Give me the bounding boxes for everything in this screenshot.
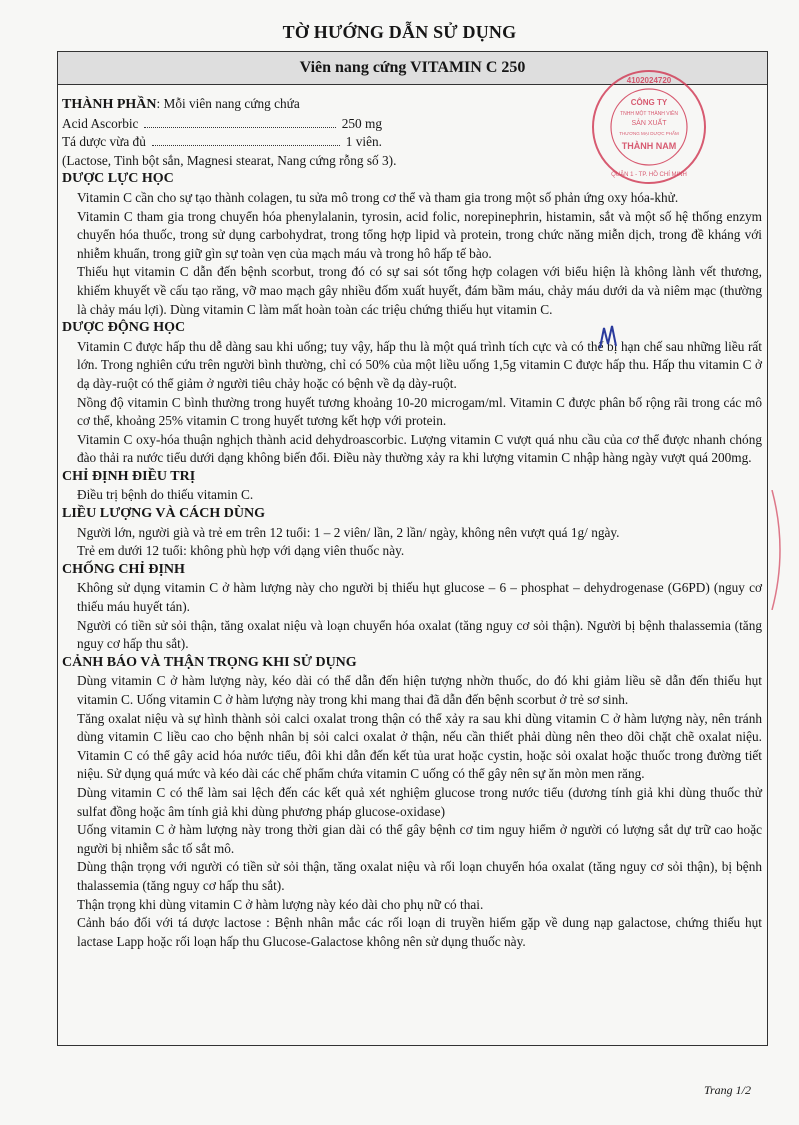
handwritten-mark — [596, 322, 620, 352]
section-paragraph: Uống vitamin C ở hàm lượng này trong thời gian dài có thể gây bệnh cơ tim nguy hiểm ở người có lượng sắt dự trữ cao hoặc người bị nhiễm sắc tố sắt mô. — [77, 822, 762, 856]
ingredient-amount: 1 viên. — [345, 134, 382, 150]
section-heading: CHỐNG CHỈ ĐỊNH — [62, 561, 185, 577]
section-heading: DƯỢC LỰC HỌC — [62, 171, 174, 187]
stamp-line: TNHH MỘT THÀNH VIÊN — [620, 111, 678, 117]
section-heading: CHỈ ĐỊNH ĐIỀU TRỊ — [62, 468, 196, 484]
composition-heading: THÀNH PHẦN — [62, 97, 157, 112]
company-stamp — [590, 68, 708, 186]
section-paragraph: Tăng oxalat niệu và sự hình thành sỏi calci oxalat trong thận có thể xảy ra sau khi dùng vitamin C ở hàm lượng này, nên tránh dùng vitamin C liều cao cho bệnh nhân bị sỏi calci oxalat ở thận, nếu cần thiết phải dùng nên theo dõi chặt chẽ oxalat niệu. Vitamin C có thể gây acid hóa nước tiểu, đôi khi dẫn đến kết tủa urat hoặc cystin, hoặc sỏi oxalat hoặc thuốc trong đường tiết niệu. Sử dụng quá mức và kéo dài các chế phẩm chứa vitamin C uống có thể gây nên sự ăn mòn men răng. — [77, 710, 762, 782]
ingredient-row — [62, 115, 382, 134]
stamp-number: 4102024720 — [626, 76, 672, 85]
section-heading: CẢNH BÁO VÀ THẬN TRỌNG KHI SỬ DỤNG — [62, 654, 357, 670]
ingredient-name: Tá dược vừa đủ — [62, 134, 146, 150]
document-body — [62, 95, 762, 951]
section-heading: DƯỢC ĐỘNG HỌC — [62, 320, 186, 336]
section-paragraph: Nồng độ vitamin C bình thường trong huyết tương khoảng 10-20 microgam/ml. Vitamin C được phân bố rộng rãi trong các mô cơ thể, khoảng 25% vitamin C trong huyết tương kết hợp với protein. — [77, 394, 762, 429]
section-paragraph: Trẻ em dưới 12 tuổi: không phù hợp với dạng viên thuốc này. — [77, 543, 405, 559]
ingredient-amount: 250 mg — [341, 115, 382, 131]
page-number: Trang 1/2 — [703, 1083, 751, 1097]
stamp-line: THƯƠNG MẠI DƯỢC PHẨM — [619, 131, 679, 136]
stamp-line: CÔNG TY — [630, 98, 668, 107]
composition-intro: : Mỗi viên nang cứng chứa — [156, 96, 300, 111]
ingredient-name: Acid Ascorbic — [62, 115, 139, 131]
margin-stamp-fragment — [770, 490, 790, 610]
section-paragraph: Điều trị bệnh do thiếu vitamin C. — [77, 487, 254, 503]
section-paragraph: Vitamin C cần cho sự tạo thành colagen, tu sửa mô trong cơ thể và tham gia trong một số phản ứng oxy hóa-khử. — [77, 189, 679, 205]
stamp-line: THÀNH NAM — [621, 141, 677, 151]
stamp-line: SẢN XUẤT — [631, 120, 667, 127]
section-paragraph: Dùng vitamin C ở hàm lượng này, kéo dài có thể dẫn đến hiện tượng nhờn thuốc, do đó khi giảm liều sẽ dẫn đến thiếu hụt vitamin C. Uống vitamin C ở hàm lượng này trong khi mang thai đã dẫn đến bệnh scorbut ở trẻ sơ sinh. — [77, 673, 762, 707]
product-name: Viên nang cứng VITAMIN C 250 — [57, 51, 768, 85]
section-paragraph: Thận trọng khi dùng vitamin C ở hàm lượng này kéo dài cho phụ nữ có thai. — [77, 896, 484, 912]
section-paragraph: Vitamin C tham gia trong chuyển hóa phenylalanin, tyrosin, acid folic, norepinephrin, histamin, sắt và một số hệ thống enzym chuyển hóa thuốc, trong sử dụng carbohydrat, trong tổng hợp lipid và protein, trong chức năng miễn dịch, trong đề kháng với nhiễm khuẩn, trong giữ gìn sự toàn vẹn của mạch máu và trong hô hấp tế bào. — [77, 208, 762, 261]
section-paragraph: Vitamin C oxy-hóa thuận nghịch thành acid dehydroascorbic. Lượng vitamin C vượt quá nhu cầu của cơ thể được nhanh chóng đào thải ra nước tiểu dưới dạng không biến đổi. Điều này thường xảy ra khi lượng vitamin C nhập hàng ngày vượt quá 200mg. — [77, 431, 762, 466]
section-heading: LIỀU LƯỢNG VÀ CÁCH DÙNG — [62, 506, 266, 522]
ingredient-row — [62, 133, 382, 152]
section-paragraph: Dùng vitamin C có thể làm sai lệch đến các kết quả xét nghiệm glucose trong nước tiểu (dương tính giả khi dùng thuốc thử sulfat đồng hoặc âm tính giả khi dùng phương pháp glucose-oxidase) — [77, 784, 762, 819]
section-paragraph: Người lớn, người già và trẻ em trên 12 tuổi: 1 – 2 viên/ lần, 2 lần/ ngày, không nên vượt quá 1g/ ngày. — [77, 524, 620, 540]
section-paragraph: Người có tiền sử sỏi thận, tăng oxalat niệu và loạn chuyển hóa oxalat (tăng nguy cơ sỏi thận). Người bị bệnh thalassemia (tăng nguy cơ hấp thu sắt). — [77, 617, 762, 652]
excipients-note: (Lactose, Tinh bột sắn, Magnesi stearat, Nang cứng rỗng số 3). — [62, 152, 397, 168]
section-paragraph: Không sử dụng vitamin C ở hàm lượng này cho người bị thiếu hụt glucose – 6 – phosphat – dehydrogenase (G6PD) (nguy cơ thiếu máu huyết tán). — [77, 580, 762, 615]
leader-dots — [152, 134, 340, 146]
leader-dots — [144, 116, 335, 128]
document-title: TỜ HƯỚNG DẪN SỬ DỤNG — [282, 22, 517, 42]
section-paragraph: Dùng thận trọng với người có tiền sử sỏi thận, tăng oxalat niệu và rối loạn chuyển hóa oxalat (tăng nguy cơ sỏi thận), bị bệnh thalassemia (tăng nguy cơ hấp thu sắt). — [77, 859, 762, 893]
sections-container — [62, 170, 762, 951]
stamp-ring-text: QUẬN 1 - TP. HỒ CHÍ MINH — [611, 172, 687, 178]
section-paragraph: Vitamin C được hấp thu dễ dàng sau khi uống; tuy vậy, hấp thu là một quá trình tích cực và có thể bị hạn chế sau những liều rất lớn. Trong nghiên cứu trên người bình thường, chỉ có 50% của một liều uống 1,5g vitamin C được hấp thu. Hấp thu vitamin C ở dạ dày-ruột có thể giảm ở người tiêu chảy hoặc có bệnh về dạ dày-ruột. — [77, 338, 762, 391]
section-paragraph: Thiếu hụt vitamin C dẫn đến bệnh scorbut, trong đó có sự sai sót tổng hợp colagen với biểu hiện là không lành vết thương, khiếm khuyết về cấu tạo răng, vỡ mao mạch gây nhiều đốm xuất huyết, đám bầm máu, chảy máu dưới da và niêm mạc (thường là chảy máu lợi). Dùng vitamin C làm mất hoàn toàn các triệu chứng thiếu hụt vitamin C. — [77, 264, 762, 317]
section-paragraph: Cảnh báo đối với tá dược lactose : Bệnh nhân mắc các rối loạn di truyền hiếm gặp về dung nạp galactose, chứng thiếu hụt lactase Lapp hoặc rối loạn hấp thu Glucose-Galactose không nên sử dụng thuốc này. — [77, 915, 762, 949]
